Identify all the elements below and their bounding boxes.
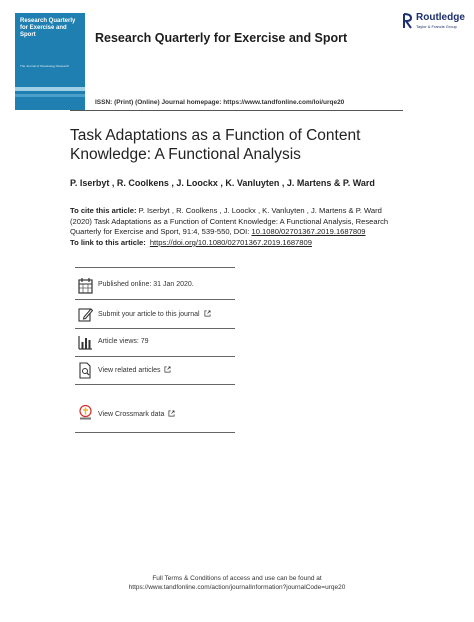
- citation-block: [70, 206, 403, 238]
- publisher-subtitle: Taylor & Francis Group: [416, 24, 457, 29]
- edit-icon: [78, 306, 93, 323]
- footer-line-1: Full Terms & Conditions of access and use can be found at: [152, 575, 322, 582]
- related-articles-row[interactable]: [75, 360, 235, 385]
- submit-article-label: Submit your article to this journal: [98, 311, 200, 318]
- citation-text: P. Iserbyt , R. Coolkens , J. Loockx , K. Vanluyten , J. Martens & P. Ward (2020) Task Adaptations as a Function of Content Knowledge: A Functional Analysis, Research Quarterly for Exercise and Sport, 91:4, 539-550, DOI:: [70, 206, 389, 236]
- crossmark-label: View Crossmark data: [98, 411, 165, 418]
- cover-title: Research Quarterly for Exercise and Sport: [20, 18, 76, 38]
- journal-title: Research Quarterly for Exercise and Sport: [95, 31, 348, 45]
- cover-stripe-secondary: [15, 94, 85, 97]
- external-link-icon: [204, 310, 211, 317]
- article-title: Task Adaptations as a Function of Content Knowledge: A Functional Analysis: [70, 127, 361, 163]
- bar-chart-icon: [78, 334, 93, 351]
- journal-cover-image: [15, 13, 85, 110]
- calendar-icon: [78, 277, 93, 294]
- issn-homepage-line[interactable]: ISSN: (Print) (Online) Journal homepage: https://www.tandfonline.com/loi/urqe20: [95, 99, 345, 106]
- routledge-logo-icon: [403, 13, 413, 29]
- footer-terms-link[interactable]: https://www.tandfonline.com/action/journalInformation?journalCode=urqe20: [128, 584, 346, 591]
- external-link-icon: [164, 366, 171, 373]
- cover-subtitle: The Journal of Kinesiology Research: [20, 64, 70, 68]
- external-link-icon: [168, 410, 175, 417]
- link-label: To link to this article:: [70, 238, 146, 247]
- submit-article-link[interactable]: [98, 310, 211, 318]
- article-doi-url[interactable]: https://doi.org/10.1080/02701367.2019.1687809: [149, 238, 312, 247]
- published-row: [75, 275, 235, 300]
- crossmark-link[interactable]: [98, 410, 175, 418]
- crossmark-row[interactable]: [75, 404, 235, 433]
- cover-stripe: [15, 87, 85, 91]
- article-link-line: [70, 238, 312, 247]
- terms-footer: [0, 574, 474, 592]
- published-date: Published online: 31 Jan 2020.: [98, 281, 194, 288]
- document-search-icon: [78, 362, 93, 379]
- article-authors: P. Iserbyt , R. Coolkens , J. Loockx , K. Vanluyten , J. Martens & P. Ward: [70, 178, 375, 188]
- related-articles-label: View related articles: [98, 367, 161, 374]
- publisher-name: Routledge: [416, 12, 465, 23]
- submit-article-row[interactable]: [75, 304, 235, 329]
- citation-doi-link[interactable]: 10.1080/02701367.2019.1687809: [251, 227, 366, 236]
- header-divider: [70, 110, 403, 111]
- article-views-row: [75, 332, 235, 357]
- citation-label: To cite this article:: [70, 206, 137, 215]
- article-views-count: Article views: 79: [98, 338, 149, 345]
- actions-top-divider: [75, 267, 235, 268]
- related-articles-link[interactable]: [98, 366, 171, 374]
- crossmark-icon: [78, 404, 93, 421]
